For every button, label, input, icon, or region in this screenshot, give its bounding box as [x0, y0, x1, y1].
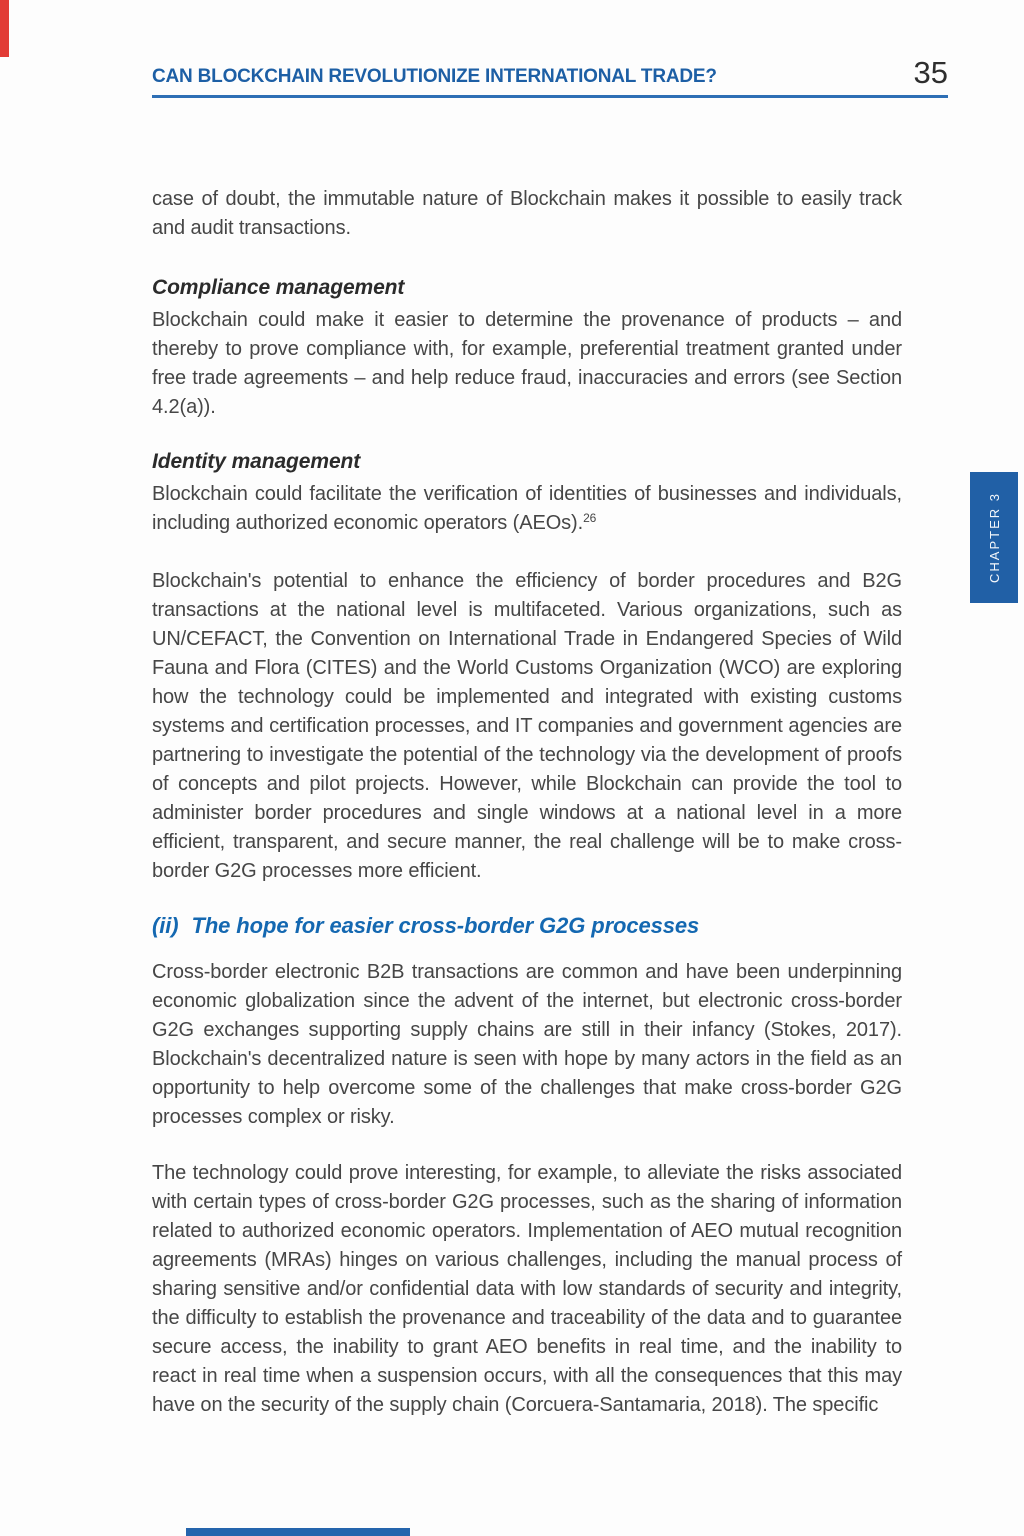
page-edge-blue-artifact: [186, 1528, 410, 1536]
heading-g2g-processes: [152, 912, 902, 940]
running-header: [152, 55, 948, 98]
running-header-title: CAN BLOCKCHAIN REVOLUTIONIZE INTERNATIONAL TRADE?: [152, 66, 717, 87]
page-number: 35: [913, 55, 948, 90]
heading-g2g-number: (ii): [152, 913, 179, 938]
paragraph-identity: [152, 480, 902, 538]
chapter-tab: [970, 472, 1018, 603]
paragraph-identity-text: Blockchain could facilitate the verification of identities of businesses and individuals, including authorized economic operators (AEOs).: [152, 483, 902, 534]
heading-identity-management: Identity management: [152, 450, 361, 473]
paragraph-g2g-1: Cross-border electronic B2B transactions are common and have been underpinning economic globalization since the advent of the internet, but electronic cross-border G2G exchanges supporting supply chains are still in their infancy (Stokes, 2017). Blockchain's decentralized nature is seen with hope by many actors in the field as an opportunity to help overcome some of the challenges that make cross-border G2G processes complex or risky.: [152, 961, 902, 1128]
paragraph-compliance: Blockchain could make it easier to determine the provenance of products – and thereby to prove compliance with, for example, preferential treatment granted under free trade agreements – and help reduce fraud, inaccuracies and errors (see Section 4.2(a)).: [152, 309, 902, 418]
heading-compliance-management: Compliance management: [152, 276, 405, 299]
chapter-tab-label: CHAPTER 3: [986, 492, 1002, 583]
heading-g2g-text: The hope for easier cross-border G2G processes: [191, 913, 700, 938]
paragraph-intro: case of doubt, the immutable nature of Blockchain makes it possible to easily track and audit transactions.: [152, 188, 902, 239]
body-text-column: [152, 185, 902, 1420]
paragraph-border-procedures: Blockchain's potential to enhance the efficiency of border procedures and B2G transactions at the national level is multifaceted. Various organizations, such as UN/CEFACT, the Convention on International Trade in Endangered Species of Wild Fauna and Flora (CITES) and the World Customs Organization (WCO) are exploring how the technology could be implemented and integrated with existing customs systems and certification processes, and IT companies and government agencies are partnering to investigate the potential of the technology via the development of proofs of concepts and pilot projects. However, while Blockchain can provide the tool to administer border procedures and single windows at a national level in a more efficient, transparent, and secure manner, the real challenge will be to make cross-border G2G processes more efficient.: [152, 570, 902, 882]
footnote-reference-26: 26: [583, 511, 597, 525]
page-edge-red-artifact: [0, 0, 9, 57]
paragraph-g2g-2: The technology could prove interesting, for example, to alleviate the risks associated with certain types of cross-border G2G processes, such as the sharing of information related to authorized economic operators. Implementation of AEO mutual recognition agreements (MRAs) hinges on various challenges, including the manual process of sharing sensitive and/or confidential data with low standards of security and integrity, the difficulty to establish the provenance and traceability of the data and to guarantee secure access, the inability to grant AEO benefits in real time, and the inability to react in real time when a suspension occurs, with all the consequences that this may have on the security of the supply chain (Corcuera-Santamaria, 2018). The specific: [152, 1162, 902, 1416]
